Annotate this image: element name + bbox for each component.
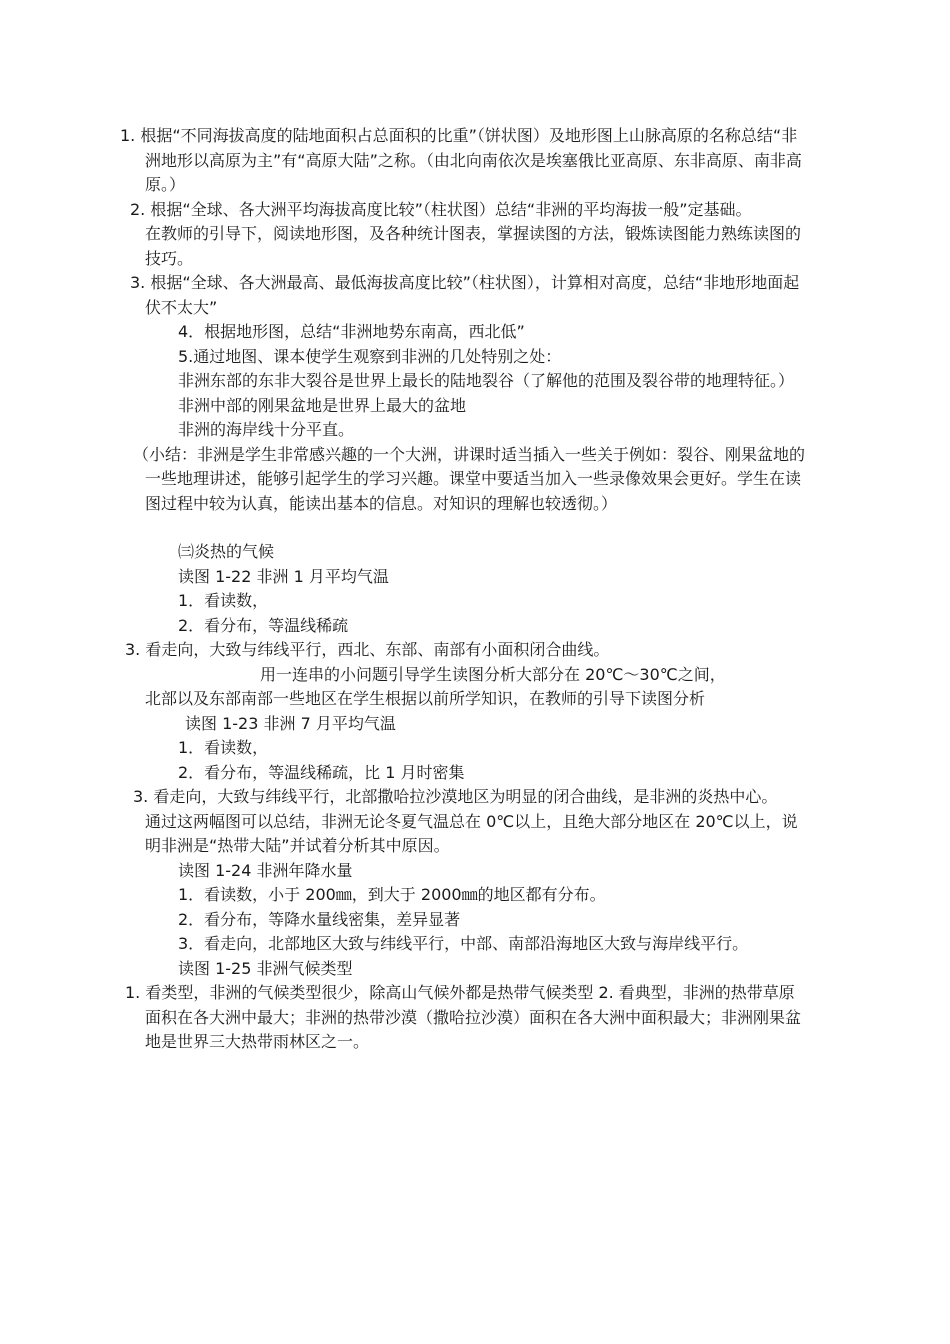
paragraph-point-4: 4．根据地形图，总结“非洲地势东南高，西北低”	[178, 322, 525, 341]
paragraph-tropical-continent: 通过这两幅图可以总结，非洲无论冬夏气温总在 0℃以上，且绝大部分地区在 20℃以上，说明非洲是“热带大陆”并试着分析其中原因。	[145, 811, 798, 855]
paragraph-north-east: 北部以及东部南部一些地区在学生根据以前所学知识，在教师的引导下读图分析	[145, 689, 706, 708]
paragraph-point-2: 2. 根据“全球、各大洲平均海拔高度比较”（柱状图）总结“非洲的平均海拔一般”定基础。	[130, 199, 752, 219]
paragraph-rift-valley: 非洲东部的东非大裂谷是世界上最长的陆地裂谷（了解他的范围及裂谷带的地理特征。）	[178, 371, 795, 390]
paragraph-congo-basin: 非洲中部的刚果盆地是世界上最大的盆地	[178, 395, 467, 415]
paragraph-fig-1-22: 读图 1-22 非洲 1 月平均气温	[178, 566, 389, 586]
paragraph-fig-1-25: 读图 1-25 非洲气候类型	[178, 958, 353, 978]
list-item: 3. 看走向，大致与纬线平行，北部撒哈拉沙漠地区为明显的闭合曲线，是非洲的炎热中心。	[133, 787, 778, 806]
paragraph-point-1: 1. 根据“不同海拔高度的陆地面积占总面积的比重”（饼状图）及地形图上山脉高原的名称总结“非洲地形以高原为主”有“高原大陆”之称。（由北向南依次是埃塞俄比亚高原、东非高原、南非高原。）	[120, 126, 802, 194]
list-item: 3. 看走向，大致与纬线平行，西北、东部、南部有小面积闭合曲线。	[125, 640, 610, 659]
document-body	[120, 124, 810, 1055]
paragraph-teacher-guide: 在教师的引导下，阅读地形图，及各种统计图表，掌握读图的方法，锻炼读图能力熟练读图的技巧。	[145, 224, 802, 268]
paragraph-summary: （小结：非洲是学生非常感兴趣的一个大洲，讲课时适当插入一些关于例如：裂谷、刚果盆地的一些地理讲述，能够引起学生的学习兴趣。课堂中要适当加入一些录像效果会更好。学生在读图过程中较为认真，能读出基本的信息。对知识的理解也较透彻。）	[133, 444, 806, 513]
list-item: 1．看读数，	[178, 738, 269, 757]
list-item: 2．看分布，等温线稀疏，比 1 月时密集	[178, 762, 465, 782]
list-item: 2．看分布，等温线稀疏	[178, 615, 349, 635]
list-item: 1．看读数，	[178, 591, 269, 610]
paragraph-point-5: 5.通过地图、课本使学生观察到非洲的几处特别之处：	[178, 346, 562, 366]
spacer	[120, 516, 810, 540]
paragraph-fig-1-24: 读图 1-24 非洲年降水量	[178, 860, 353, 880]
paragraph-questions: 用一连串的小问题引导学生读图分析大部分在 20℃～30℃之间，	[260, 664, 726, 684]
paragraph-point-3: 3. 根据“全球、各大洲最高、最低海拔高度比较”（柱状图），计算相对高度，总结“非地形地面起伏不太大”	[130, 273, 800, 317]
list-item: 1．看读数，小于 200㎜，到大于 2000㎜的地区都有分布。	[178, 885, 606, 904]
paragraph-coastline: 非洲的海岸线十分平直。	[178, 420, 355, 439]
list-item: 3．看走向，北部地区大致与纬线平行，中部、南部沿海地区大致与海岸线平行。	[178, 934, 749, 953]
list-item: 2．看分布，等降水量线密集，差异显著	[178, 909, 461, 929]
paragraph-climate-types: 1. 看类型，非洲的气候类型很少，除高山气候外都是热带气候类型 2. 看典型，非洲的热带草原面积在各大洲中最大；非洲的热带沙漠（撒哈拉沙漠）面积在各大洲中面积最大；非洲刚果盆地是世界三大热带雨林区之一。	[125, 983, 802, 1051]
paragraph-fig-1-23: 读图 1-23 非洲 7 月平均气温	[185, 713, 396, 733]
section-heading-climate: ㈢炎热的气候	[178, 542, 275, 561]
